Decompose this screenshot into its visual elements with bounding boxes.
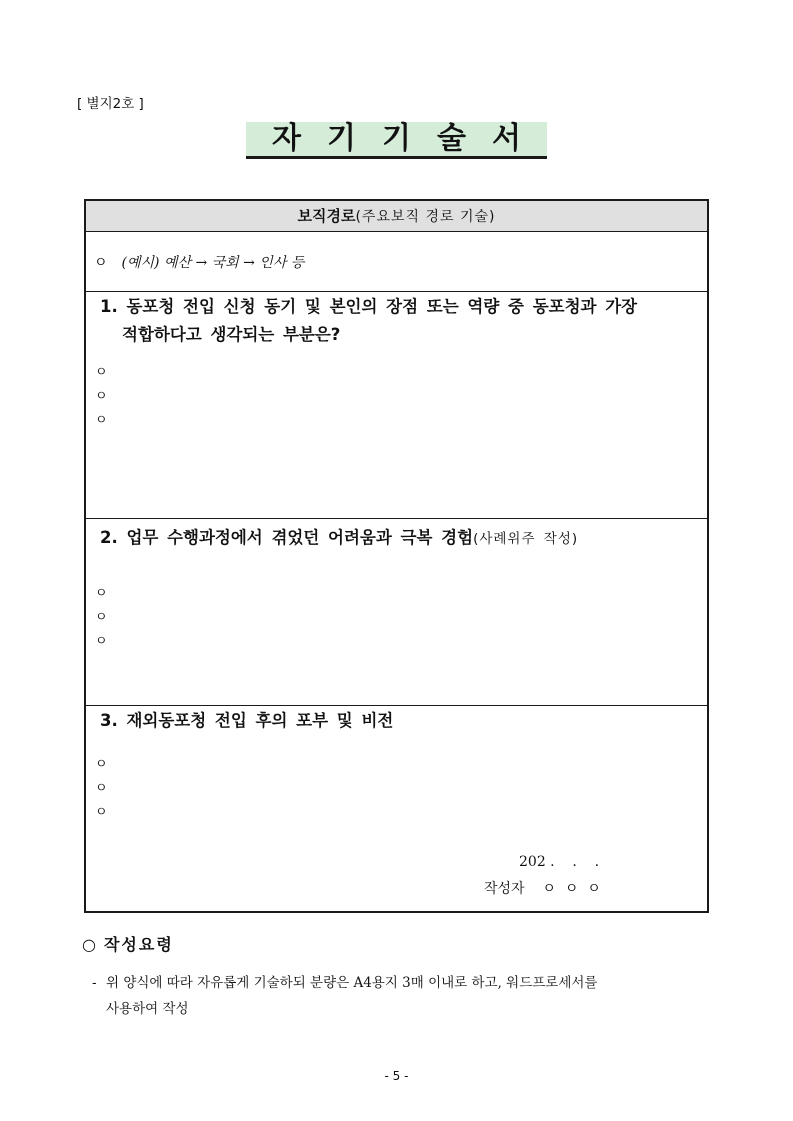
annex-label: [ 별지2호 ] [77, 96, 144, 112]
page-number: - 5 - [384, 1069, 409, 1083]
answer-bullet: ㅇ [95, 365, 108, 380]
career-header-bold: 보직경로 [297, 207, 356, 225]
writer-label: 작성자 [484, 881, 525, 897]
question-1-line1: 1. 동포청 전입 신청 동기 및 본인의 장점 또는 역량 중 동포청과 가장 [100, 297, 638, 316]
document-title: 자기기술서 [246, 122, 547, 159]
question-2-note: (사례위주 작성) [473, 531, 579, 547]
answer-bullet: ㅇ [95, 634, 108, 649]
writer-line [484, 878, 601, 898]
answer-bullet: ㅇ [95, 610, 108, 625]
career-example [94, 252, 304, 272]
question-1-section[interactable] [86, 292, 707, 519]
dash-bullet: - [92, 975, 97, 991]
answer-bullet: ㅇ [95, 389, 108, 404]
guide-line-1: 위 양식에 따라 자유롭게 기술하되 분량은 A4용지 3매 이내로 하고, 워드프로세서를 [106, 975, 598, 991]
career-header-note: (주요보직 경로 기술) [355, 209, 496, 225]
career-path-header [86, 201, 707, 232]
date-line: 202 . . . [519, 854, 600, 870]
question-3-section[interactable] [86, 706, 707, 913]
question-1-line2: 적합하다고 생각되는 부분은? [122, 325, 341, 344]
question-2-section[interactable] [86, 519, 707, 706]
answer-bullet: ㅇ [95, 413, 108, 428]
example-text: (예시) 예산 → 국회 → 인사 등 [121, 255, 305, 271]
guide-line-2: 사용하여 작성 [106, 1001, 189, 1017]
career-path-example-row[interactable] [86, 232, 707, 292]
question-3-title: 3. 재외동포청 전입 후의 포부 및 비전 [100, 711, 394, 730]
answer-bullet: ㅇ [95, 805, 108, 820]
self-description-form [84, 199, 709, 913]
answer-bullet: ㅇ [95, 586, 108, 601]
answer-bullet: ㅇ [95, 757, 108, 772]
question-2-line1: 2. 업무 수행과정에서 겪었던 어려움과 극복 경험 [100, 528, 474, 547]
writing-guide-heading [82, 932, 174, 955]
writing-guide-text [92, 970, 732, 1022]
circle-icon: ○ [82, 935, 98, 954]
example-bullet: ㅇ [94, 255, 108, 271]
writer-name: ㅇ ㅇ ㅇ [542, 881, 601, 897]
writing-guide-title: 작성요령 [103, 935, 174, 954]
title-wrap [0, 122, 793, 159]
question-1-title [100, 293, 700, 349]
answer-bullet: ㅇ [95, 781, 108, 796]
question-2-title [100, 524, 700, 553]
